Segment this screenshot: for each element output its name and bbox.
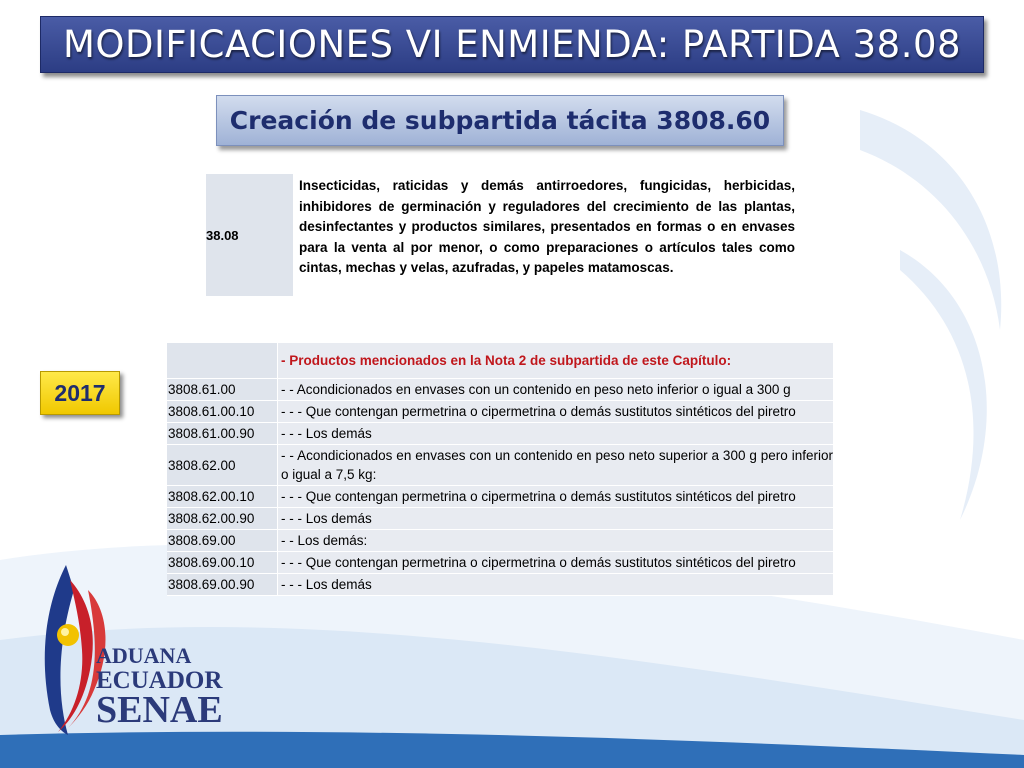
- table-header-row: [167, 343, 833, 379]
- row-description: - - - Que contengan permetrina o cipermetrina o demás sustitutos sintéticos del piretro: [277, 401, 833, 422]
- row-code: 3808.62.00.10: [167, 486, 277, 507]
- slide-title: MODIFICACIONES VI ENMIENDA: PARTIDA 38.08: [62, 23, 962, 66]
- row-code: 3808.69.00.10: [167, 552, 277, 573]
- row-description: - - Acondicionados en envases con un contenido en peso neto inferior o igual a 300 g: [277, 379, 833, 400]
- slide-subtitle: Creación de subpartida tácita 3808.60: [229, 106, 771, 135]
- table-row: [167, 574, 833, 596]
- row-description: - - - Los demás: [277, 574, 833, 595]
- row-description: - - Los demás:: [277, 530, 833, 551]
- table-row: [167, 379, 833, 401]
- logo-line-1: ADUANA: [96, 643, 192, 668]
- heading-table: [206, 174, 795, 296]
- table-row: [167, 445, 833, 486]
- header-code-cell: [167, 343, 277, 378]
- table-row: [167, 552, 833, 574]
- logo-line-3: SENAE: [96, 689, 223, 731]
- table-row: [167, 423, 833, 445]
- year-badge: [40, 371, 120, 415]
- row-description: - - - Los demás: [277, 508, 833, 529]
- row-code: 3808.62.00: [167, 445, 277, 485]
- row-code: 3808.61.00.90: [167, 423, 277, 444]
- row-code: 3808.62.00.90: [167, 508, 277, 529]
- header-text-cell: - Productos mencionados en la Nota 2 de subpartida de este Capítulo:: [277, 343, 833, 378]
- subheading-table: [167, 343, 833, 596]
- heading-description: Insecticidas, raticidas y demás antirroedores, fungicidas, herbicidas, inhibidores de germinación y reguladores del crecimiento de las plantas, desinfectantes y productos similares, presentados en formas o en envases para la venta al por menor, o como preparaciones o artículos tales como cintas, mechas y velas, azufradas, y papeles matamoscas.: [293, 174, 795, 296]
- row-code: 3808.61.00: [167, 379, 277, 400]
- row-description: - - - Que contengan permetrina o cipermetrina o demás sustitutos sintéticos del piretro: [277, 552, 833, 573]
- row-description: - - Acondicionados en envases con un contenido en peso neto superior a 300 g pero inferior o igual a 7,5 kg:: [277, 445, 833, 485]
- table-row: [167, 486, 833, 508]
- heading-code: 38.08: [206, 227, 239, 243]
- table-row: [167, 508, 833, 530]
- row-description: - - - Que contengan permetrina o cipermetrina o demás sustitutos sintéticos del piretro: [277, 486, 833, 507]
- row-description: - - - Los demás: [277, 423, 833, 444]
- table-row: [167, 401, 833, 423]
- slide-title-bar: [40, 16, 984, 73]
- row-code: 3808.69.00: [167, 530, 277, 551]
- row-code: 3808.61.00.10: [167, 401, 277, 422]
- row-code: 3808.69.00.90: [167, 574, 277, 595]
- year-label: 2017: [54, 379, 106, 406]
- heading-code-cell: [206, 174, 293, 296]
- subtitle-box: [216, 95, 784, 146]
- senae-logo-text: [96, 645, 223, 729]
- table-row: [167, 530, 833, 552]
- logo-line-2: ECUADOR: [96, 667, 223, 694]
